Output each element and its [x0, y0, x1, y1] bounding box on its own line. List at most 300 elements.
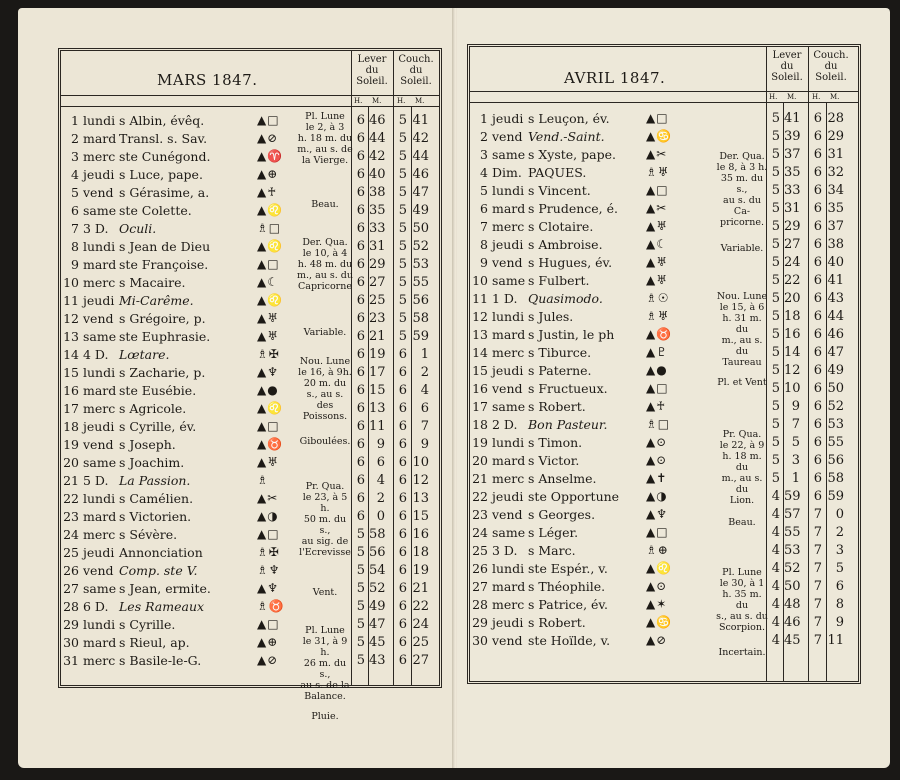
saint-name: ste Hoïlde, v.	[528, 633, 611, 648]
sunrise-minute: 24	[784, 255, 801, 270]
sunrise-hour: 6	[356, 167, 365, 182]
day-number: 21	[472, 471, 488, 486]
day-number: 15	[63, 365, 79, 380]
calendar-row	[61, 363, 439, 381]
sunset-minute: 0	[835, 507, 844, 522]
saint-name: Oculi.	[119, 221, 157, 236]
weekday: 3 D.	[492, 543, 518, 558]
day-number: 8	[71, 239, 79, 254]
calendar-row	[470, 253, 858, 271]
sunrise-minute: 58	[369, 527, 386, 542]
sunrise-hour: 5	[771, 273, 780, 288]
saint-name: s Fulbert.	[528, 273, 590, 288]
calendar-row	[470, 325, 858, 343]
sunset-hour: 5	[398, 221, 407, 236]
day-number: 2	[480, 129, 488, 144]
sunset-hour: 6	[398, 383, 407, 398]
sunrise-hour: 4	[771, 525, 780, 540]
day-number: 19	[63, 437, 79, 452]
sunset-minute: 55	[827, 435, 844, 450]
saint-name: s Cyrille, év.	[119, 419, 197, 434]
sunrise-minute: 10	[784, 381, 801, 396]
almanac-symbols: ♗✠	[257, 545, 280, 559]
sunset-hour: 6	[398, 455, 407, 470]
sunrise-hour: 5	[771, 327, 780, 342]
sunrise-hour: 6	[356, 419, 365, 434]
sunset-hour: 6	[813, 453, 822, 468]
sunrise-hour: 5	[771, 147, 780, 162]
sunset-hour: 6	[398, 581, 407, 596]
almanac-symbols: ▲✂	[646, 201, 668, 215]
moon-weather-note: Pr. Qua. le 22, à 9 h. 18 m. du m., au s. du Lion.	[719, 429, 765, 506]
sunset-minute: 18	[412, 545, 429, 560]
calendar-row	[61, 345, 439, 363]
weekday: merc	[492, 471, 525, 486]
saint-name: La Passion.	[119, 473, 191, 488]
saint-name: s Macaire.	[119, 275, 186, 290]
calendar-row	[470, 541, 858, 559]
weekday: mard	[83, 131, 117, 146]
day-number: 28	[63, 599, 79, 614]
sunset-minute: 49	[827, 363, 844, 378]
sunrise-hour: 6	[356, 329, 365, 344]
sunset-hour: 5	[398, 275, 407, 290]
calendar-row	[470, 307, 858, 325]
moon-weather-note: Nou. Lune le 15, à 6 h. 31 m. du m., au s. du Taureau	[716, 291, 768, 368]
april-calendar-table: AVRIL 1847. Lever du Soleil. Couch. du Soleil. H. M. H. M. 1 jeudi s Leuçon, év. ▲□ 5 41 6 28 2 vend Vend.-Saint. ▲♋ 5 39 6 29 3 same s Xyste, pape. ▲✂ 5 37 6 31 4 Dim. PAQUES. ♗♅ 5 35 6 32 5 lundi s Vincent. ▲□ 5 33 6 34 6 mard s Prudence, é. ▲✂ 5 31 6 35 7 merc s Clotaire. ▲♅ 5 29 6 37 8 jeudi s Ambroise. ▲☾ 5 27 6 38 9 vend s Hugues, év. ▲♅ 5 24 6 40 10 same s Fulbert. ▲♅ 5 22 6 41 11 1 D. Quasimodo. ♗☉ 5 20 6 43 12 lundi s Jules. ♗♅ 5 18 6 44 13 mard s Justin, le ph ▲♉ 5 16 6 46 14 merc s Tiburce. ▲♇ 5 14 6 47 15 jeudi s Paterne. ▲● 5 12 6 49 16 vend s Fructueux. ▲□ 5 10 6 50 17 same s Robert. ▲♰ 5 9 6 52 18 2 D. Bon Pasteur. ♗□ 5 7 6 53 19 lundi s Timon. ▲⊙ 5 5 6 55 20 mard s Victor. ▲⊙ 5 3 6 56 21 merc s Anselme. ▲✝ 5 1 6 58 22 jeudi ste Opportune ▲◑ 4 59 6 59 23 vend s Georges. ▲♆ 4 57 7 0 24 same s Léger. ▲□ 4 55 7 2 25 3 D. s Marc. ♗⊕ 4 53 7 3 26 lundi ste Espér., v. ▲♌ 4 52 7 5 27 mard s Théophile. ▲⊙ 4 50 7 6 28 merc s Patrice, év. ▲✶ 4 48 7 8 29 jeudi s Robert. ▲♋ 4 46 7 9 30 vend ste Hoïlde, v. ▲⊘ 4 45 7 11 Der. Qua. le 8, à 3 h. 35 m. du s., au s. du Ca- pricorne. Variable. Nou. Lune le 15, à 6 h. 31 m. du m., au s. du Taureau Pl. et Vent Pr. Qua. le 22, à 9 h. 18 m. du m., au s. du Lion. Beau. Pl. Lune le 30, à 1 h. 35 m. du s., au s. du Scorpion. Incertain.	[467, 44, 861, 684]
sunrise-hour: 5	[771, 111, 780, 126]
sunrise-minute: 23	[369, 311, 386, 326]
sunset-hour: 6	[813, 255, 822, 270]
sunset-hour: 7	[813, 525, 822, 540]
sunrise-minute: 9	[791, 399, 800, 414]
sunrise-hour: 6	[356, 401, 365, 416]
sunrise-minute: 11	[369, 419, 386, 434]
almanac-symbols: ▲♌	[646, 561, 673, 575]
saint-name: Vend.-Saint.	[528, 129, 605, 144]
weekday: lundi	[83, 617, 116, 632]
sunset-hour: 6	[813, 165, 822, 180]
calendar-row	[470, 415, 858, 433]
weekday: same	[83, 581, 117, 596]
sunset-hour: 6	[813, 399, 822, 414]
sunset-hour: 6	[813, 417, 822, 432]
sunset-hour: 6	[398, 491, 407, 506]
moon-weather-note: Variable.	[303, 327, 347, 338]
sunrise-hour: 6	[356, 491, 365, 506]
calendar-row	[470, 451, 858, 469]
sunrise-hour: 6	[356, 347, 365, 362]
sunrise-hour: 4	[771, 543, 780, 558]
weekday: Dim.	[492, 165, 522, 180]
almanac-symbols: ▲●	[646, 363, 668, 377]
sunset-minute: 43	[827, 291, 844, 306]
almanac-symbols: ▲⊘	[257, 131, 279, 145]
day-number: 5	[71, 185, 79, 200]
sunset-minute: 11	[827, 633, 844, 648]
calendar-row	[61, 525, 439, 543]
calendar-row	[470, 631, 858, 649]
sunrise-hour: 6	[356, 257, 365, 272]
saint-name: ste Euphrasie.	[119, 329, 211, 344]
almanac-symbols: ▲◑	[257, 509, 279, 523]
sunrise-header: Lever du Soleil.	[356, 54, 388, 87]
sunset-hour: 6	[813, 147, 822, 162]
calendar-row	[61, 255, 439, 273]
almanac-symbols: ▲◑	[646, 489, 668, 503]
sunrise-hour: 5	[771, 201, 780, 216]
almanac-symbols: ▲♅	[257, 329, 279, 343]
weekday: vend	[83, 185, 114, 200]
sunset-hour: 6	[813, 309, 822, 324]
sunrise-hour: 5	[771, 381, 780, 396]
sunrise-minute: 52	[784, 561, 801, 576]
weekday: lundi	[83, 365, 116, 380]
day-number: 4	[71, 167, 79, 182]
sunset-minute: 31	[827, 147, 844, 162]
day-number: 19	[472, 435, 488, 450]
sunrise-minute: 12	[784, 363, 801, 378]
sunrise-hour: 5	[356, 545, 365, 560]
sunrise-minute: 43	[369, 653, 386, 668]
sunset-hour: 6	[398, 617, 407, 632]
sunset-minute: 52	[827, 399, 844, 414]
saint-name: ste Opportune	[528, 489, 620, 504]
day-number: 9	[480, 255, 488, 270]
sunrise-hour: 6	[356, 455, 365, 470]
sunrise-minute: 5	[791, 435, 800, 450]
saint-name: s Gérasime, a.	[119, 185, 210, 200]
sunrise-hour: 4	[771, 615, 780, 630]
saint-name: s Jean de Dieu	[119, 239, 211, 254]
sunrise-minute: 17	[369, 365, 386, 380]
sunrise-hour: 6	[356, 275, 365, 290]
sunrise-minute: 1	[791, 471, 800, 486]
saint-name: s Prudence, é.	[528, 201, 618, 216]
weekday: merc	[83, 653, 116, 668]
day-number: 7	[71, 221, 79, 236]
sunset-header: Couch. du Soleil.	[813, 50, 849, 83]
month-title-march: MARS 1847.	[157, 71, 258, 89]
weekday: merc	[83, 401, 116, 416]
sunset-minute: 25	[412, 635, 429, 650]
day-number: 16	[472, 381, 488, 396]
calendar-row	[61, 543, 439, 561]
weekday: lundi	[492, 309, 525, 324]
sunrise-hour: 6	[356, 293, 365, 308]
calendar-row	[470, 199, 858, 217]
sunset-hour: 5	[398, 131, 407, 146]
weekday: jeudi	[492, 363, 524, 378]
sunrise-minute: 29	[369, 257, 386, 272]
day-number: 27	[63, 581, 79, 596]
calendar-row	[61, 291, 439, 309]
saint-name: Quasimodo.	[528, 291, 603, 306]
weekday: 3 D.	[83, 221, 109, 236]
sunset-hour: 7	[813, 597, 822, 612]
weekday: vend	[492, 381, 523, 396]
almanac-symbols: ▲□	[257, 419, 280, 433]
almanac-symbols: ▲✂	[257, 491, 279, 505]
saint-name: s Rieul, ap.	[119, 635, 190, 650]
day-number: 20	[472, 453, 488, 468]
day-number: 28	[472, 597, 488, 612]
saint-name: s Xyste, pape.	[528, 147, 616, 162]
weekday: 5 D.	[83, 473, 109, 488]
weekday: vend	[83, 437, 114, 452]
sunrise-hour: 5	[356, 599, 365, 614]
sunset-hour: 6	[813, 111, 822, 126]
sunrise-hour: 5	[356, 653, 365, 668]
almanac-symbols: ▲♋	[646, 129, 673, 143]
sunset-minute: 47	[827, 345, 844, 360]
calendar-row	[470, 127, 858, 145]
saint-name: s Timon.	[528, 435, 583, 450]
saint-name: Annonciation	[119, 545, 203, 560]
sunrise-minute: 35	[784, 165, 801, 180]
calendar-row	[61, 579, 439, 597]
saint-name: s Grégoire, p.	[119, 311, 206, 326]
almanac-symbols: ▲✝	[646, 471, 668, 485]
saint-name: s Agricole.	[119, 401, 187, 416]
sunset-minute: 16	[412, 527, 429, 542]
almanac-symbols: ▲□	[646, 525, 669, 539]
sunset-hour: 6	[398, 653, 407, 668]
day-number: 18	[472, 417, 488, 432]
sunset-hour: 6	[813, 219, 822, 234]
weekday: same	[492, 399, 526, 414]
calendar-row	[61, 489, 439, 507]
sunset-minute: 41	[412, 113, 429, 128]
sunrise-hour: 5	[771, 435, 780, 450]
day-number: 8	[480, 237, 488, 252]
almanac-symbols: ▲♉	[257, 437, 284, 451]
sunrise-minute: 45	[784, 633, 801, 648]
almanac-symbols: ▲♌	[257, 401, 284, 415]
weekday: vend	[83, 563, 114, 578]
sunset-minute: 1	[420, 347, 429, 362]
sunrise-minute: 27	[369, 275, 386, 290]
day-number: 22	[472, 489, 488, 504]
calendar-row	[470, 109, 858, 127]
sunrise-hour: 4	[771, 579, 780, 594]
sunset-minute: 59	[827, 489, 844, 504]
saint-name: s Hugues, év.	[528, 255, 613, 270]
sunset-minute: 56	[827, 453, 844, 468]
sunset-minute: 28	[827, 111, 844, 126]
sunset-hour: 6	[398, 599, 407, 614]
weekday: jeudi	[492, 111, 524, 126]
sunset-minute: 19	[412, 563, 429, 578]
almanac-symbols: ♗⊕	[646, 543, 669, 557]
weekday: vend	[492, 507, 523, 522]
sunset-hour: 6	[813, 327, 822, 342]
sunrise-hour: 5	[356, 563, 365, 578]
almanac-symbols: ▲☾	[257, 275, 279, 289]
moon-weather-note: Vent.	[312, 587, 338, 598]
sunset-hour: 6	[398, 419, 407, 434]
saint-name: s Luce, pape.	[119, 167, 203, 182]
sunrise-minute: 37	[784, 147, 801, 162]
saint-name: s Léger.	[528, 525, 579, 540]
sunrise-hour: 5	[356, 617, 365, 632]
almanac-symbols: ▲⊕	[257, 167, 279, 181]
calendar-row	[470, 487, 858, 505]
weekday: merc	[492, 345, 525, 360]
day-number: 14	[472, 345, 488, 360]
weekday: lundi	[83, 113, 116, 128]
day-number: 10	[63, 275, 79, 290]
calendar-row	[61, 183, 439, 201]
sunset-hour: 6	[398, 509, 407, 524]
sunrise-hour: 5	[771, 255, 780, 270]
sunset-minute: 24	[412, 617, 429, 632]
sunset-hour: 7	[813, 543, 822, 558]
moon-weather-note: Pl. Lune le 2, à 3 h. 18 m. du m., au s. de la Vierge.	[297, 111, 353, 166]
calendar-row	[470, 181, 858, 199]
sunset-hour: 7	[813, 507, 822, 522]
sunset-minute: 58	[412, 311, 429, 326]
weekday: mard	[492, 579, 526, 594]
sunset-hour: 6	[398, 437, 407, 452]
weekday: lundi	[83, 239, 116, 254]
almanac-symbols: ▲♰	[646, 399, 667, 413]
sunset-hour: 5	[398, 149, 407, 164]
sunrise-hour: 4	[771, 597, 780, 612]
sunrise-minute: 27	[784, 237, 801, 252]
almanac-symbols: ▲●	[257, 383, 279, 397]
almanac-symbols: ▲♆	[257, 365, 279, 379]
weekday: 2 D.	[492, 417, 518, 432]
sunset-hour: 6	[813, 363, 822, 378]
almanac-symbols: ▲⊙	[646, 453, 668, 467]
saint-name: s Leuçon, év.	[528, 111, 610, 126]
calendar-row	[61, 417, 439, 435]
moon-weather-note: Der. Qua. le 10, à 4 h. 48 m. du m., au s. du Capricorne	[297, 237, 353, 292]
almanac-symbols: ▲⊘	[646, 633, 668, 647]
sunrise-hour: 6	[356, 113, 365, 128]
calendar-row	[61, 435, 439, 453]
sunrise-hour: 4	[771, 633, 780, 648]
calendar-row	[61, 273, 439, 291]
sunset-hour: 7	[813, 561, 822, 576]
calendar-row	[470, 559, 858, 577]
sunrise-minute: 50	[784, 579, 801, 594]
calendar-row	[470, 217, 858, 235]
saint-name: s Zacharie, p.	[119, 365, 206, 380]
sunrise-minute: 25	[369, 293, 386, 308]
day-number: 3	[480, 147, 488, 162]
sunset-minute: 53	[827, 417, 844, 432]
weekday: 4 D.	[83, 347, 109, 362]
sunrise-minute: 39	[784, 129, 801, 144]
day-number: 2	[71, 131, 79, 146]
weekday: vend	[492, 129, 523, 144]
day-number: 12	[63, 311, 79, 326]
saint-name: s Robert.	[528, 615, 586, 630]
sunset-minute: 6	[420, 401, 429, 416]
day-number: 24	[472, 525, 488, 540]
almanac-symbols: ▲♅	[257, 311, 279, 325]
calendar-row	[61, 651, 439, 669]
day-number: 25	[63, 545, 79, 560]
moon-weather-note: Der. Qua. le 8, à 3 h. 35 m. du s., au s. du Ca- pricorne.	[716, 151, 768, 228]
sunrise-minute: 33	[784, 183, 801, 198]
sunrise-hour: 5	[771, 219, 780, 234]
weekday: mard	[83, 509, 117, 524]
sunset-hour: 7	[813, 615, 822, 630]
day-number: 5	[480, 183, 488, 198]
sunrise-minute: 41	[784, 111, 801, 126]
sunrise-minute: 2	[376, 491, 385, 506]
saint-name: s Jean, ermite.	[119, 581, 211, 596]
day-number: 1	[71, 113, 79, 128]
saint-name: s Georges.	[528, 507, 596, 522]
saint-name: s Victor.	[528, 453, 580, 468]
weekday: vend	[492, 255, 523, 270]
sunset-hour: 6	[398, 473, 407, 488]
calendar-row	[61, 219, 439, 237]
almanac-symbols: ▲☾	[646, 237, 668, 251]
weekday: mard	[492, 201, 526, 216]
sunrise-minute: 31	[369, 239, 386, 254]
calendar-row	[61, 597, 439, 615]
almanac-symbols: ♗□	[257, 221, 282, 235]
sunrise-minute: 33	[369, 221, 386, 236]
almanac-symbols: ▲⊙	[646, 579, 668, 593]
sunrise-hour: 5	[771, 417, 780, 432]
sunset-hour: 6	[813, 435, 822, 450]
calendar-row	[61, 237, 439, 255]
sunset-minute: 40	[827, 255, 844, 270]
weekday: vend	[492, 633, 523, 648]
calendar-row	[61, 471, 439, 489]
sunrise-header: Lever du Soleil.	[771, 50, 803, 83]
sunrise-minute: 3	[791, 453, 800, 468]
sunset-hour: 6	[813, 291, 822, 306]
sunset-minute: 5	[835, 561, 844, 576]
almanac-symbols: ♗	[257, 473, 269, 487]
sunset-minute: 38	[827, 237, 844, 252]
almanac-symbols: ▲♌	[257, 239, 284, 253]
sunrise-hour: 5	[771, 291, 780, 306]
saint-name: s Anselme.	[528, 471, 597, 486]
sunrise-hour: 6	[356, 131, 365, 146]
almanac-symbols: ▲□	[646, 381, 669, 395]
sunrise-hour: 5	[771, 183, 780, 198]
almanac-symbols: ▲□	[257, 617, 280, 631]
sunrise-hour: 5	[771, 471, 780, 486]
sunset-hour: 6	[813, 273, 822, 288]
sunrise-hour: 6	[356, 221, 365, 236]
almanac-symbols: ♗☉	[646, 291, 670, 305]
sunset-hour: 6	[813, 237, 822, 252]
sunrise-minute: 19	[369, 347, 386, 362]
saint-name: ste Françoise.	[119, 257, 209, 272]
day-number: 7	[480, 219, 488, 234]
weekday: jeudi	[492, 237, 524, 252]
day-number: 20	[63, 455, 79, 470]
weekday: merc	[492, 219, 525, 234]
day-number: 16	[63, 383, 79, 398]
sunrise-hour: 5	[771, 129, 780, 144]
sunrise-minute: 18	[784, 309, 801, 324]
saint-name: s Joseph.	[119, 437, 176, 452]
month-title-april: AVRIL 1847.	[564, 69, 666, 87]
day-number: 3	[71, 149, 79, 164]
day-number: 23	[63, 509, 79, 524]
sunset-minute: 27	[412, 653, 429, 668]
